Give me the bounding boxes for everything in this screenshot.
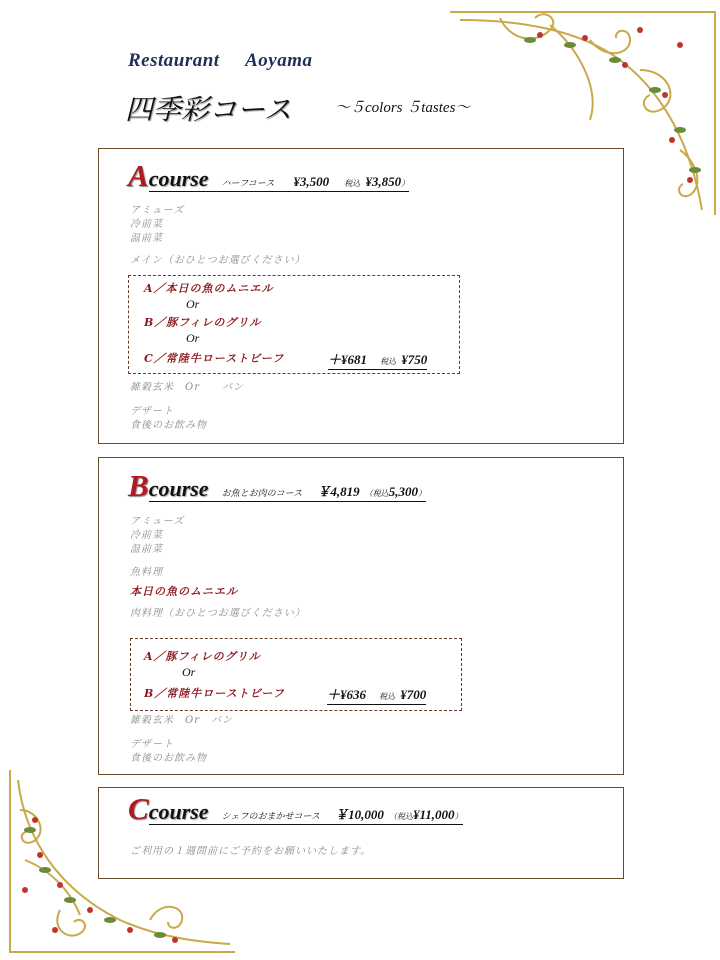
course-b-extra: ＋¥636: [327, 687, 367, 702]
course-a-or-1: Or: [186, 297, 200, 311]
course-a-price: ¥3,500: [293, 174, 330, 189]
course-a-main-label: メイン（おひとつお選びください）: [130, 255, 306, 266]
course-c-desc: シェフのおまかせコース: [221, 811, 321, 821]
course-b-starter-1: アミューズ: [130, 516, 185, 527]
course-b-close: ）: [417, 489, 426, 498]
course-b-starter-3: 温前菜: [130, 544, 163, 555]
course-b-tax-label: 税込: [372, 489, 389, 498]
page-subtitle: ～５colors ５tastes～: [335, 100, 471, 116]
course-b-surcharge: [327, 684, 426, 703]
course-a-extra: ＋¥681: [328, 352, 368, 367]
course-a-or-2: Or: [186, 331, 200, 345]
course-b-choice-b: B／常陸牛ローストビーフ: [144, 687, 285, 700]
course-c-tax-label: 税込: [397, 812, 413, 821]
course-b-meat-label: 肉料理（おひとつお選びください）: [130, 608, 306, 619]
course-b-fish-label: 魚料理: [130, 567, 163, 578]
course-b-price: ￥4,819: [317, 484, 360, 499]
course-a-letter: A: [128, 158, 149, 193]
course-b-word: course: [148, 476, 209, 501]
course-b-rice: 雑穀玄米 Or パン: [130, 715, 233, 726]
course-a-surcharge: [328, 349, 427, 368]
course-b-desc: お魚とお肉のコース: [221, 488, 303, 498]
course-a-starter-1: アミューズ: [130, 205, 185, 216]
course-a-choice-a: A／本日の魚のムニエル: [144, 282, 274, 295]
course-a-drink: 食後のお飲み物: [130, 420, 207, 431]
course-a-dessert: デザート: [130, 406, 174, 417]
course-c-tax-price: ¥11,000: [413, 807, 455, 822]
course-b-heading: [128, 468, 426, 504]
course-c-close: ）: [454, 812, 463, 821]
course-c-letter: C: [128, 791, 149, 826]
course-a-close: ）: [401, 179, 410, 188]
course-a-extra-tax-label: 税込: [380, 357, 397, 366]
course-a-starter-2: 冷前菜: [130, 219, 163, 230]
course-b-drink: 食後のお飲み物: [130, 753, 207, 764]
course-b-dessert: デザート: [130, 739, 174, 750]
course-c-tax-open: （: [389, 812, 397, 821]
course-a-starter-3: 温前菜: [130, 233, 163, 244]
course-a-desc: ハーフコース: [221, 178, 275, 188]
course-b-extra-tax-price: ¥700: [400, 687, 427, 702]
course-b-choice-a: A／豚フィレのグリル: [144, 650, 261, 663]
course-b-starter-2: 冷前菜: [130, 530, 163, 541]
course-a-extra-tax-price: ¥750: [401, 352, 428, 367]
course-a-choice-b: B／豚フィレのグリル: [144, 316, 262, 329]
course-a-tax-label: 税込: [344, 179, 361, 188]
course-b-letter: B: [128, 468, 149, 503]
course-c-word: course: [148, 799, 209, 824]
course-a-rice: 雑穀玄米 Or パン: [130, 382, 244, 393]
course-c-price: ￥10,000: [335, 807, 384, 822]
course-a-tax-price: ¥3,850: [365, 174, 402, 189]
course-b-extra-tax-label: 税込: [379, 692, 396, 701]
course-a-word: course: [148, 166, 209, 191]
course-c-note: ご利用の１週間前にご予約をお願いいたします。: [130, 846, 372, 857]
course-a-choice-c: C／常陸牛ローストビーフ: [144, 352, 285, 365]
course-b-tax-price: 5,300: [388, 484, 418, 499]
course-b-tax-open: （: [364, 489, 373, 498]
course-c-heading: [128, 791, 463, 827]
restaurant-name: Restaurant Aoyama: [128, 50, 313, 71]
course-b-fish: 本日の魚のムニエル: [130, 585, 238, 598]
course-a-heading: [128, 158, 409, 194]
course-b-or-1: Or: [182, 665, 196, 679]
page-title: 四季彩コース: [125, 93, 292, 126]
